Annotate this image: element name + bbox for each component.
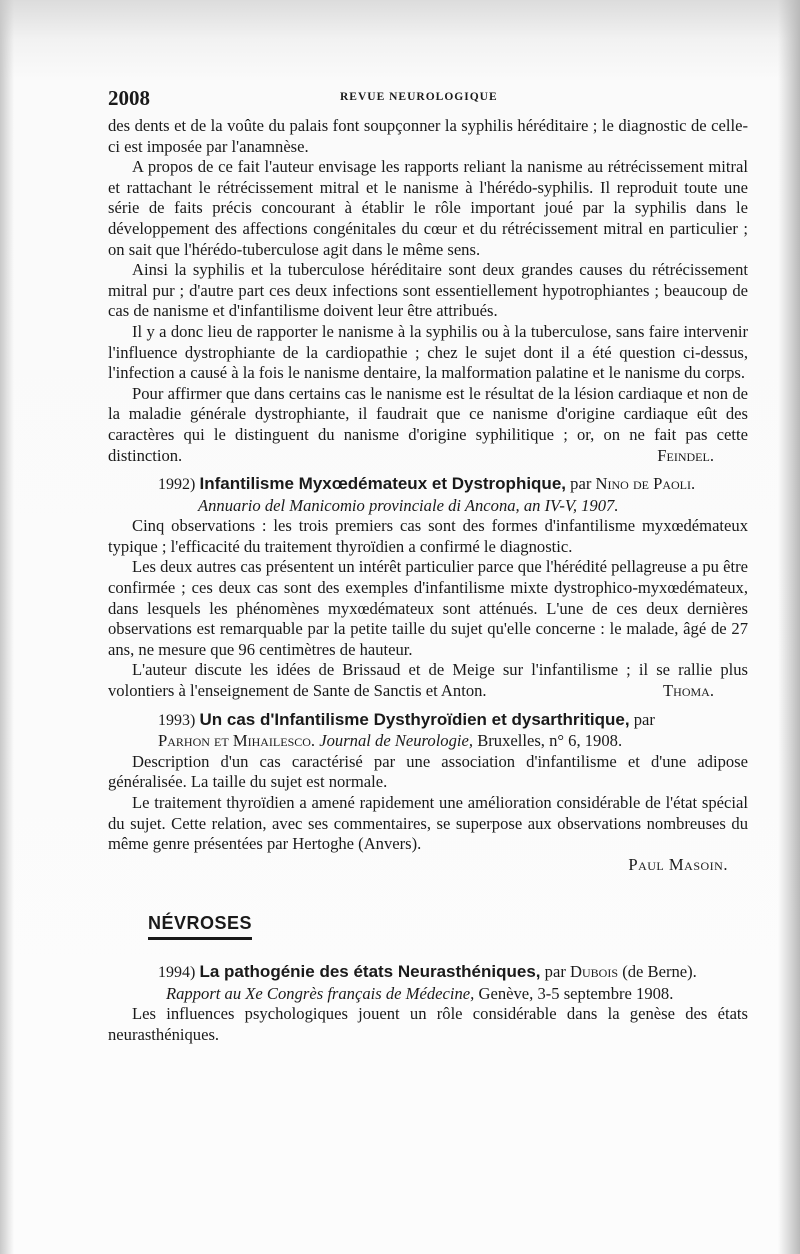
paragraph-text: L'auteur discute les idées de Brissaud et de Meige sur l'infantilisme ; il se rallie plus volontiers à l'enseignement de Sante de Sanctis et Anton. <box>108 660 748 701</box>
reviewer-signature: Paul Masoin. <box>628 854 728 874</box>
entry-number: 1992) <box>158 476 196 494</box>
entry-title: La pathogénie des états Neurasthéniques, <box>199 961 541 981</box>
entry-source <box>108 731 748 752</box>
entry-number: 1994) <box>158 963 196 981</box>
paragraph: A propos de ce fait l'auteur envisage les rapports reliant la nanisme au rétrécissement mitral et rattachant le rétrécissement mitral et le nanisme à l'hérédo-syphilis. Il reproduit toute une série de faits précis concourant à établir le rôle important joué par la syphilis dans le développement des affections congénitales du cœur et du rétrécissement mitral en particulier ; on sait que l'hérédo-tuberculose agit dans le même sens. <box>108 157 748 259</box>
paragraph: Les deux autres cas présentent un intérêt particulier parce que l'hérédité pellagreuse a pu être confirmée ; ces deux cas sont des exemples d'infantilisme mixte dystrophico-myxœdémateux, dans lesquels les phénomènes myxœdémateux sont atténués. L'une de ces deux dernières observations est remarquable par la petite taille du sujet qu'elle concerne : le malade, âgé de 27 ans, ne mesure que 96 centimètres de hauteur. <box>108 557 748 659</box>
paragraph <box>108 384 748 466</box>
reviewer-signature: Thoma. <box>663 681 714 701</box>
entry-source <box>108 984 748 1005</box>
page-header <box>108 86 748 114</box>
entry-title: Un cas d'Infantilisme Dysthyroïdien et dysarthritique, <box>199 709 630 729</box>
author-prefix: par <box>544 961 566 981</box>
review-entry-1994 <box>108 962 748 1045</box>
entry-title: Infantilisme Myxœdémateux et Dystrophique, <box>199 474 566 494</box>
paragraph: Ainsi la syphilis et la tuberculose héréditaire sont deux grandes causes du rétrécissement mitral pur ; d'autre part ces deux infections sont essentiellement hypotrophiantes ; beaucoup de cas de nanisme et d'infantilisme doivent leur être attribués. <box>108 260 748 321</box>
review-entry-1993 <box>108 710 748 876</box>
entry-author: Nino de Paoli. <box>595 474 696 494</box>
author-place: (de Berne). <box>622 961 697 981</box>
page-number: 2008 <box>108 86 150 110</box>
source-citation: Annuario del Manicomio provinciale di Ancona, an IV-V, 1907. <box>198 495 619 515</box>
source-details: Genève, 3-5 septembre 1908. <box>478 983 674 1003</box>
source-details: Bruxelles, n° 6, 1908. <box>477 731 623 751</box>
paragraph: Cinq observations : les trois premiers cas sont des formes d'infantilisme myxœdémateux typique ; l'efficacité du traitement thyroïdien a confirmé le diagnostic. <box>108 516 748 556</box>
review-entry-1992 <box>108 474 748 702</box>
author-prefix: par <box>570 474 592 494</box>
entry-source <box>108 496 748 517</box>
entry-number: 1993) <box>158 711 196 729</box>
page-shadow-left <box>0 0 14 1254</box>
paragraph <box>108 660 748 701</box>
entry-heading <box>108 962 748 984</box>
running-title: REVUE NEUROLOGIQUE <box>340 91 498 103</box>
entry-heading <box>108 710 748 732</box>
paragraph: Les influences psychologiques jouent un rôle considérable dans la genèse des états neurasthéniques. <box>108 1004 748 1044</box>
page-body <box>108 116 748 1045</box>
author-prefix: par <box>633 709 655 729</box>
paragraph: Le traitement thyroïdien a amené rapidement une amélioration considérable de l'état spécial du sujet. Cette relation, avec ses commentaires, se superpose aux observations nombreuses du même genre présentées par Hertoghe (Anvers). <box>108 793 748 854</box>
paragraph: Description d'un cas caractérisé par une association d'infantilisme et d'une adipose généralisée. La taille du sujet est normale. <box>108 751 748 792</box>
signature-line <box>108 855 748 876</box>
reviewer-signature: Feindel. <box>657 445 714 465</box>
entry-authors: Parhon et Mihailesco. <box>158 731 316 751</box>
entry-author: Dubois <box>570 961 619 981</box>
entry-heading <box>108 474 748 496</box>
paragraph: des dents et de la voûte du palais font soupçonner la syphilis héréditaire ; le diagnostic de celle-ci est imposée par l'anamnèse. <box>108 116 748 156</box>
section-title: NÉVROSES <box>148 913 252 940</box>
paragraph-text: Pour affirmer que dans certains cas le nanisme est le résultat de la lésion cardiaque et non de la maladie générale dystrophiante, il faudrait que ce nanisme d'origine cardiaque eût des caractères qui le distinguent du nanisme d'origine syphilitique ; or, on ne fait pas cette distinction. <box>108 383 748 465</box>
journal-name: Journal de Neurologie, <box>319 731 474 751</box>
congress-name: Rapport au Xe Congrès français de Médecine, <box>166 983 475 1003</box>
page-shadow-right <box>778 0 800 1254</box>
paragraph: Il y a donc lieu de rapporter le nanisme à la syphilis ou à la tuberculose, sans faire intervenir l'influence dystrophiante de la cardiopathie ; chez le sujet dont il a été question ci-dessus, l'infection a causé à la fois le nanisme dentaire, la malformation palatine et le nanisme du corps. <box>108 321 748 383</box>
section-heading <box>108 913 748 940</box>
